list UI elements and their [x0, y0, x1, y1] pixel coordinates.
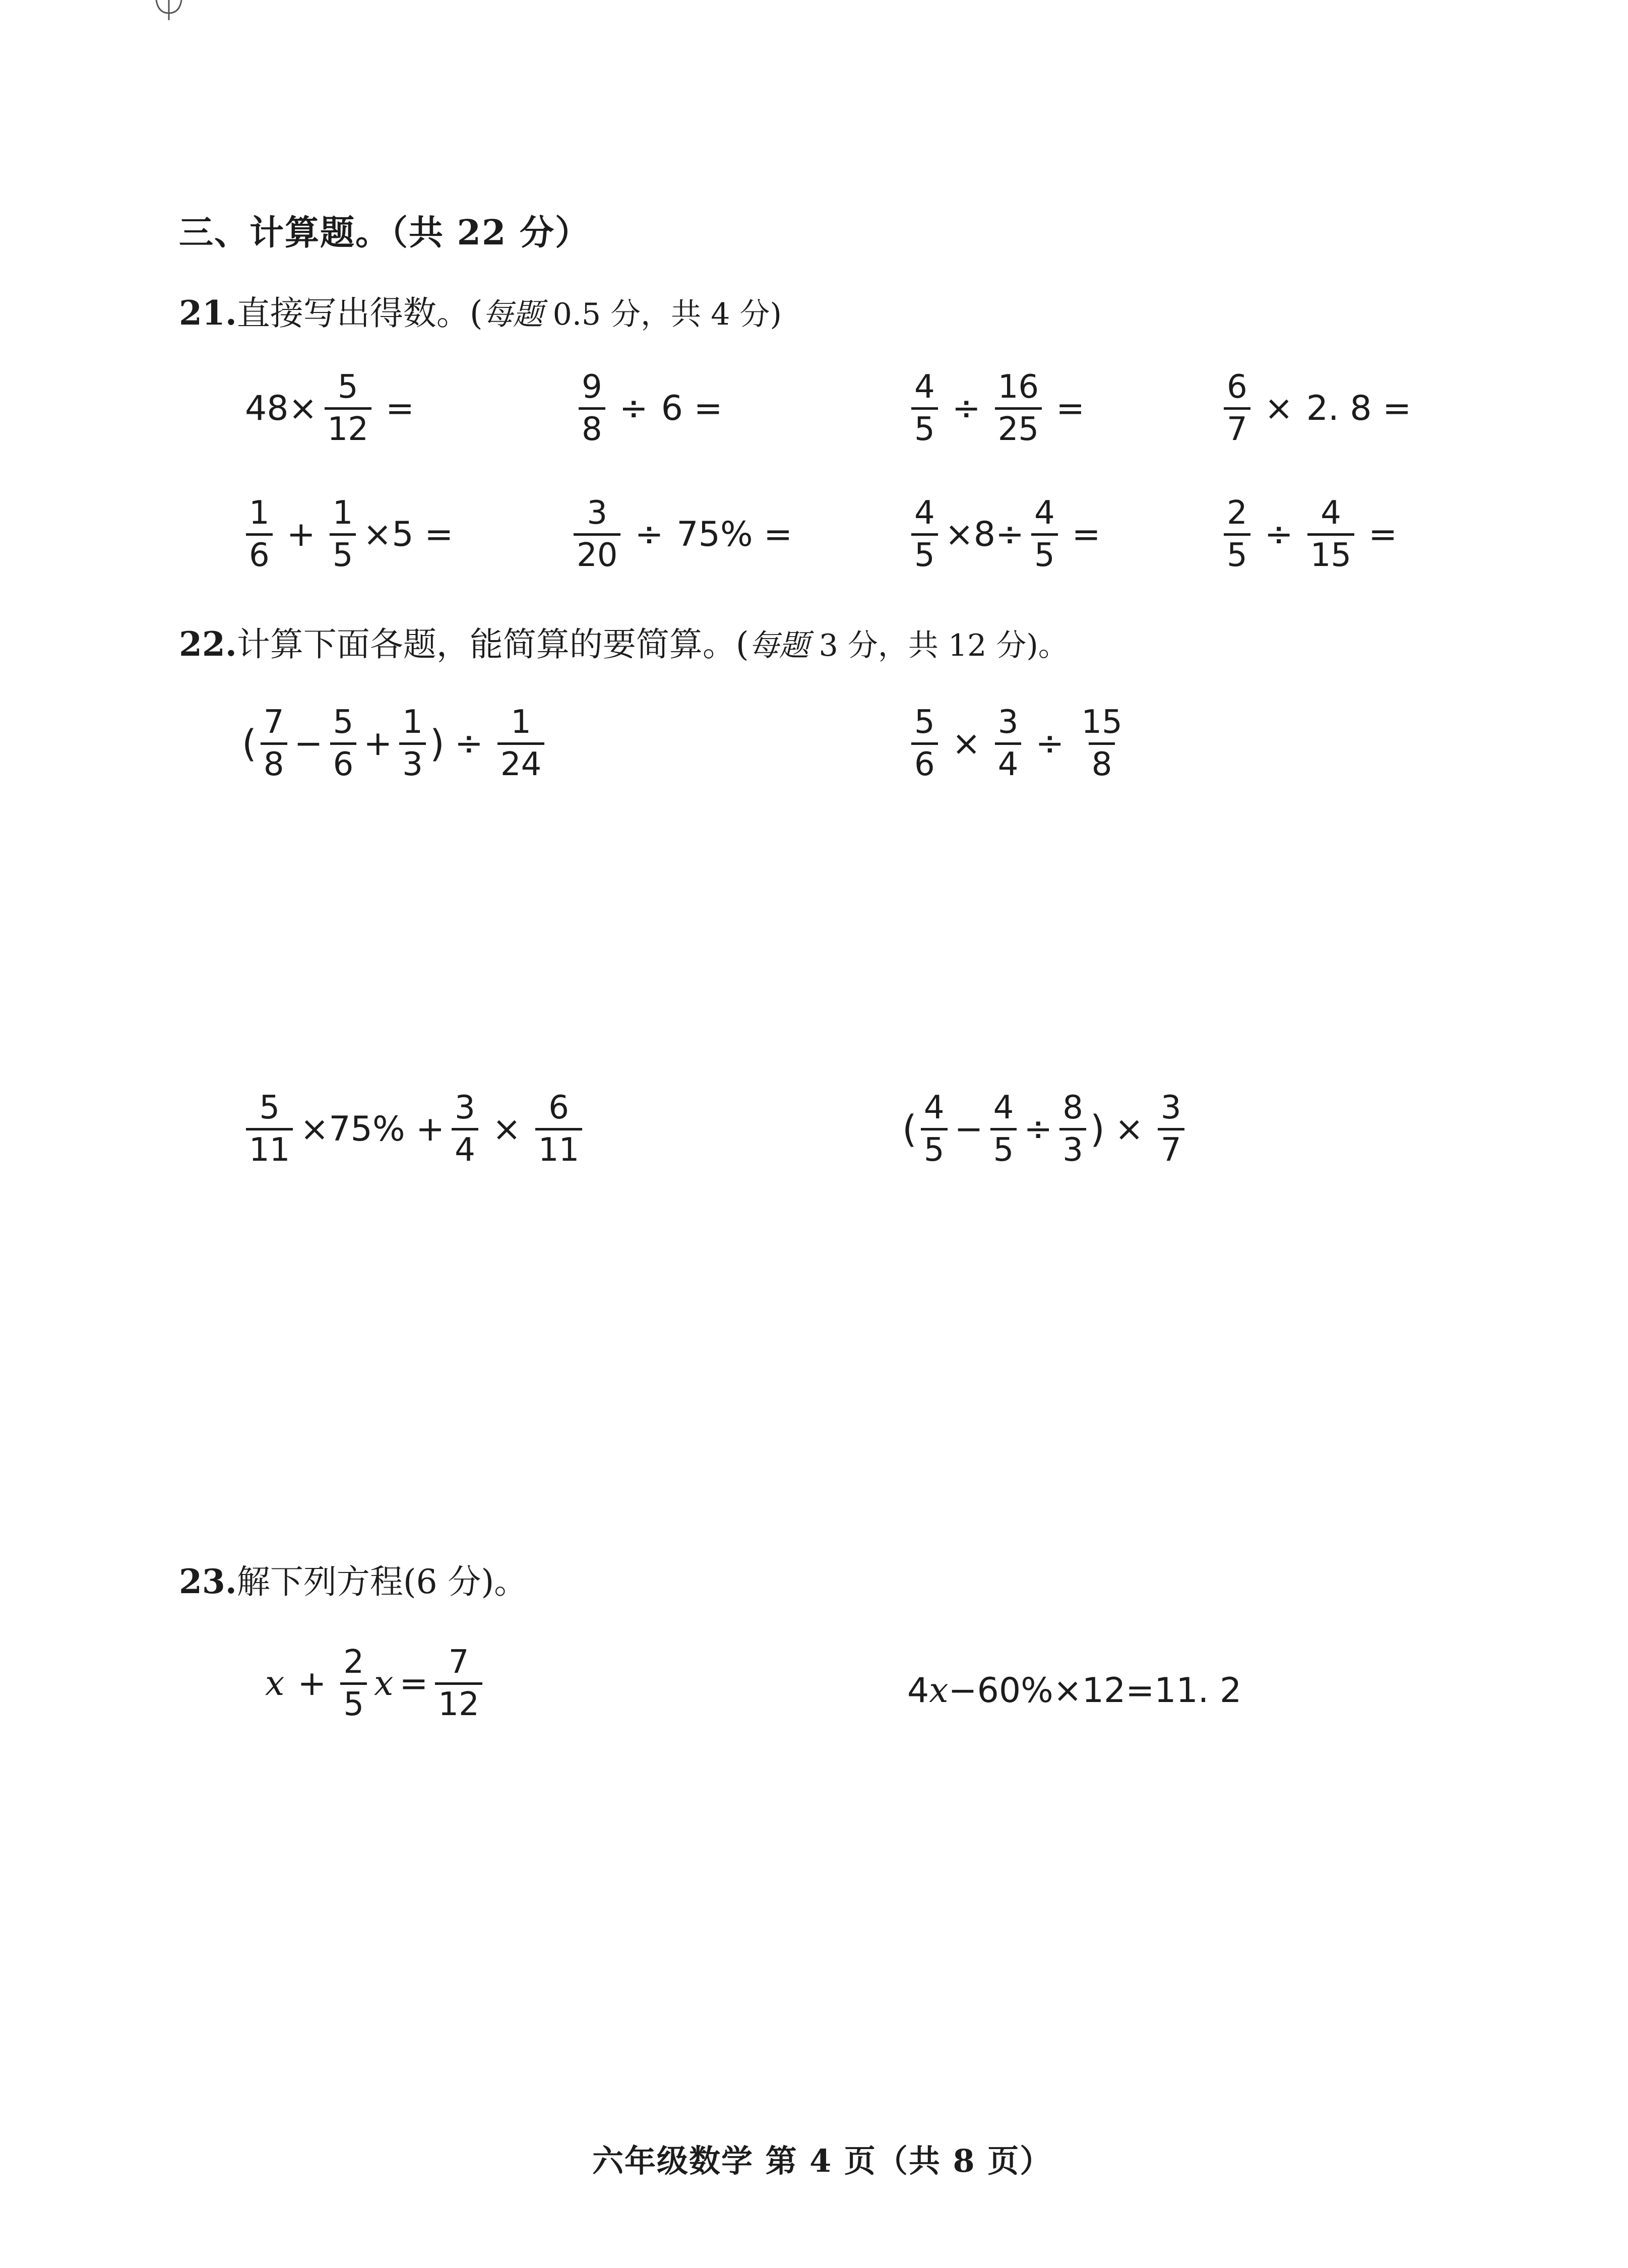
- fraction: $\frac{7}{12}$: [435, 1646, 482, 1722]
- variable-x: x: [929, 1671, 949, 1711]
- operator: ÷: [1024, 1109, 1053, 1150]
- fraction: $\frac{1}{6}$: [246, 496, 273, 573]
- fraction: $\frac{3}{7}$: [1158, 1091, 1184, 1167]
- fraction: $\frac{16}{25}$: [995, 370, 1042, 447]
- fraction: $\frac{5}{6}$: [911, 706, 938, 782]
- question-22-title: 计算下面各题，能简算的要简算。(: [236, 625, 749, 664]
- fraction: $\frac{2}{5}$: [1224, 496, 1250, 573]
- operator: −: [954, 1109, 983, 1150]
- q21-item-8: [1220, 496, 1407, 573]
- question-22-heading: [179, 617, 1069, 665]
- question-22-number: 22.: [179, 624, 237, 664]
- fraction: $\frac{1}{5}$: [330, 496, 356, 573]
- fraction: $\frac{3}{20}$: [574, 496, 620, 573]
- question-21-note-italic: 每题: [482, 297, 543, 332]
- fraction: $\frac{15}{8}$: [1081, 704, 1122, 784]
- operator: +: [286, 515, 316, 555]
- q21-item-3: [907, 370, 1095, 447]
- operator: ÷: [1035, 724, 1065, 764]
- fraction: $\frac{5}{12}$: [325, 370, 371, 447]
- operator: ×: [1114, 1109, 1144, 1150]
- binding-hole-mark: [151, 0, 186, 20]
- q21-item-1-pre: 48×: [245, 389, 318, 429]
- q23-equation-1: [262, 1646, 486, 1722]
- q22-expression-3: [242, 1091, 586, 1167]
- fraction: $\frac{3}{4}$: [995, 706, 1022, 782]
- q23-equation-2-rest: −60%×12=11. 2: [948, 1671, 1242, 1711]
- fraction: $\frac{3}{4}$: [452, 1091, 478, 1167]
- equals-sign: =: [1056, 389, 1085, 429]
- operator: ×: [492, 1109, 521, 1150]
- open-paren: (: [242, 722, 257, 766]
- q21-item-7: [907, 496, 1111, 573]
- q21-item-6-rest: 75% =: [676, 515, 793, 555]
- q21-item-4: [1220, 370, 1414, 447]
- fraction: $\frac{4}{5}$: [921, 1091, 948, 1167]
- fraction: $\frac{4}{5}$: [911, 370, 938, 447]
- equals-sign: =: [1368, 515, 1398, 555]
- question-22-note-italic: 每题: [748, 628, 809, 663]
- fraction: $\frac{4}{5}$: [911, 496, 938, 573]
- fraction: $\frac{2}{5}$: [340, 1646, 367, 1722]
- operator: ÷: [619, 389, 648, 429]
- operator: ÷: [952, 389, 981, 429]
- q22-expression-4: [902, 1091, 1188, 1167]
- close-paren: ): [1090, 1107, 1105, 1151]
- fraction: $\frac{4}{5}$: [990, 1091, 1017, 1167]
- question-21-title: 直接写出得数。(: [236, 294, 483, 333]
- q21-item-6: [570, 496, 795, 573]
- q21-item-2-rest: 6 =: [661, 389, 723, 429]
- q23-equation-2-coefficient: 4: [907, 1671, 929, 1711]
- question-21-note: 0.5 分，共 4 分): [552, 297, 782, 332]
- section-title: 三、计算题。（共 22 分）: [179, 213, 590, 253]
- fraction: $\frac{4}{15}$: [1307, 496, 1354, 573]
- variable-x: x: [374, 1664, 394, 1704]
- page-footer: 六年级数学 第 4 页（共 8 页）: [592, 2143, 1052, 2179]
- equals-sign: =: [1072, 515, 1101, 555]
- q21-item-4-rest: 2. 8 =: [1306, 389, 1412, 429]
- question-23-number: 23.: [179, 1562, 237, 1601]
- operator: −: [294, 724, 323, 764]
- fraction: $\frac{8}{3}$: [1059, 1091, 1086, 1167]
- operator: ÷: [454, 724, 483, 764]
- operator: +: [363, 724, 393, 764]
- q21-item-5: [242, 496, 456, 573]
- fraction: $\frac{5}{6}$: [330, 706, 357, 782]
- q21-item-1: [242, 370, 424, 447]
- variable-x: x: [265, 1664, 285, 1704]
- operator: ÷: [635, 515, 664, 555]
- close-paren: ): [430, 722, 445, 766]
- fraction: $\frac{1}{24}$: [497, 706, 544, 782]
- fraction: $\frac{5}{11}$: [246, 1091, 293, 1167]
- operator: ÷: [1264, 515, 1293, 555]
- q23-equation-2: [907, 1671, 1241, 1711]
- question-21-heading: [179, 286, 782, 334]
- q22-expression-1: [242, 706, 548, 782]
- equals-sign: =: [385, 389, 414, 429]
- fraction: $\frac{6}{11}$: [535, 1091, 582, 1167]
- operator: ×8÷: [945, 515, 1024, 555]
- fraction: $\frac{7}{8}$: [261, 706, 287, 782]
- question-23-heading: [179, 1555, 527, 1603]
- equals-sign: =: [399, 1664, 428, 1704]
- operator: ×: [952, 724, 981, 764]
- question-23-title: 解下列方程(6 分)。: [236, 1562, 528, 1601]
- question-21-number: 21.: [179, 293, 237, 333]
- fraction: $\frac{4}{5}$: [1031, 496, 1058, 573]
- fraction: $\frac{1}{3}$: [399, 706, 426, 782]
- fraction: $\frac{6}{7}$: [1224, 370, 1250, 447]
- fraction: $\frac{9}{8}$: [579, 370, 605, 447]
- q21-item-5-post: ×5 =: [363, 515, 454, 555]
- q21-item-2: [575, 370, 726, 447]
- q22-expression-3-mid: ×75% +: [300, 1109, 445, 1150]
- open-paren: (: [902, 1107, 917, 1151]
- q22-expression-2: [907, 706, 1130, 782]
- operator: +: [297, 1664, 327, 1704]
- question-22-note: 3 分，共 12 分)。: [819, 628, 1069, 663]
- operator: ×: [1264, 389, 1293, 429]
